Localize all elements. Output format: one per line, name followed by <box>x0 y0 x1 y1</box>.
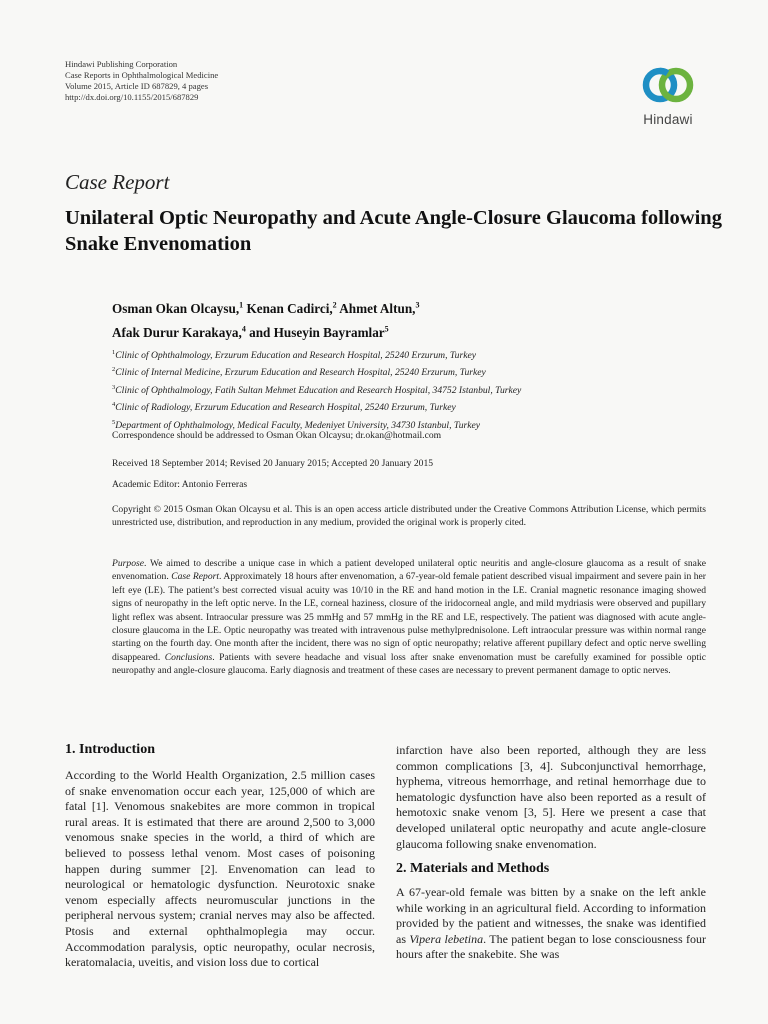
article-title: Unilateral Optic Neuropathy and Acute Angle-Closure Glaucoma following Snake Envenomation <box>65 207 722 255</box>
right-column <box>396 743 706 852</box>
doi-link[interactable]: http://dx.doi.org/10.1155/2015/687829 <box>65 92 199 102</box>
volume-info: Volume 2015, Article ID 687829, 4 pages <box>65 81 209 91</box>
methods-paragraph: A 67-year-old female was bitten by a snake on the left ankle while working in an agricultural field. According to information provided by the patient and witnesses, the snake was identified as Vipera lebetina. The patient began to lose consciousness four hours after the snakebite. She was <box>396 885 706 962</box>
academic-editor: Academic Editor: Antonio Ferreras <box>112 479 248 490</box>
intro-paragraph: According to the World Health Organization, 2.5 million cases of snake envenomation occur each year, 125,000 of which are fatal [1]. Venomous snakebites are more common in tropical rural areas. It is estimated that there are around 2,500 to 3,000 venomous snake species in the world, a third of which are believed to possess lethal venom. Most cases of poisoning happen during summer [2]. Envenomation can lead to neurological or hematologic dysfunction. Neurotoxic snake venom especially affects neuromuscular junctions in the peripheral nervous system; cranial nerves may also be affected. Ptosis and external ophthalmoplegia may occur. Accommodation paralysis, optic neuropathy, ocular necrosis, keratomalacia, uveitis, and vision loss due to cortical <box>65 768 375 970</box>
abstract <box>112 557 706 678</box>
author: Ahmet Altun,$^3$ <box>339 301 420 317</box>
publication-info <box>65 59 218 103</box>
article-dates: Received 18 September 2014; Revised 20 January 2015; Accepted 20 January 2015 <box>112 458 434 469</box>
intro-continuation: infarction have also been reported, although they are less common complications [3, 4]. Subconjunctival hemorrhage, hyphema, vitreous hemorrhage, and retinal hemorrhage due to hematologic dysfunction have also been reported as a result of hemotoxic snake venom [3, 5]. Here we present a case that developed unilateral optic neuropathy and acute angle-closure glaucoma following snake envenomation. <box>396 743 706 851</box>
affiliation: $^3$Clinic of Ophthalmology, Fatih Sultan Mehmet Education and Research Hospital, 34752 Istanbul, Turkey <box>112 383 522 397</box>
section-heading-introduction: 1. Introduction <box>65 742 155 757</box>
abstract-case-label: Case Report <box>171 571 220 583</box>
left-column <box>65 768 375 971</box>
species-name: Vipera lebetina <box>409 931 484 946</box>
logo-text: Hindawi <box>643 112 693 127</box>
author: Afak Durur Karakaya,$^4$ <box>112 324 246 340</box>
methods-column <box>396 885 706 963</box>
author-list <box>112 296 712 343</box>
affiliation: $^5$Department of Ophthalmology, Medical Faculty, Medeniyet University, 34730 Istanbul, Turkey <box>112 418 481 432</box>
affiliation: $^1$Clinic of Ophthalmology, Erzurum Education and Research Hospital, 25240 Erzurum, Turkey <box>112 349 476 362</box>
abstract-case: . Approximately 18 hours after envenomation, a 67-year-old female patient described visual impairment and severe pain in her left eye (LE). The patient’s best corrected visual acuity was 10/10 in the RE and hand motion in the LE. Cranial magnetic resonance imaging showed signs of neuropathy in the left optic nerve. In the LE, corneal haziness, closure of the iridocorneal angle, and mild mydriasis were observed and pupillary light reflex was absent. Intraocular pressure was 25 mmHg and 57 mmHg in the RE and LE, respectively. The patient was diagnosed with acute angle-closure glaucoma in the LE. Optic neuropathy was treated with intravenous pulse methylprednisolone. Left intraocular pressure was within normal range starting on the fourth day. One month after the incident, there was no sign of optic neuropathy; relative afferent pupillary defect and optic nerve swelling disappeared. <box>112 571 706 663</box>
hindawi-logo <box>634 60 702 136</box>
journal-name: Case Reports in Ophthalmological Medicine <box>65 70 219 80</box>
correspondence: Correspondence should be addressed to Osman Okan Olcaysu; dr.okan@hotmail.com <box>112 430 442 441</box>
copyright-notice: Copyright © 2015 Osman Okan Olcaysu et al. This is an open access article distributed under the Creative Commons Attribution License, which permits unrestricted use, distribution, and reproduction in any medium, provided the original work is properly cited. <box>112 504 706 529</box>
author: Osman Okan Olcaysu,$^1$ <box>112 301 244 317</box>
author: and Huseyin Bayramlar$^5$ <box>249 324 389 340</box>
affiliation: $^4$Clinic of Radiology, Erzurum Education and Research Hospital, 25240 Erzurum, Turkey <box>112 401 456 414</box>
abstract-conclusions-label: Conclusions <box>164 651 213 663</box>
abstract-conclusions: . Patients with severe headache and visual loss after snake envenomation must be carefully examined for possible optic neuropathy and angle-closure glaucoma. Early diagnosis and treatment of these cases are necessary to prevent permanent damage to optic nerves. <box>112 651 706 677</box>
section-heading-methods: 2. Materials and Methods <box>396 861 550 876</box>
hindawi-logo-icon <box>634 60 702 112</box>
abstract-purpose-label: Purpose <box>112 558 144 569</box>
article-type: Case Report <box>65 170 170 194</box>
affiliation-list <box>112 346 521 433</box>
affiliation: $^2$Clinic of Internal Medicine, Erzurum Education and Research Hospital, 25240 Erzurum, Turkey <box>112 366 486 379</box>
author: Kenan Cadirci,$^2$ <box>246 301 337 317</box>
publisher-name: Hindawi Publishing Corporation <box>65 59 178 69</box>
abstract-purpose: . We aimed to describe a unique case in which a patient developed unilateral optic neuritis and angle-closure glaucoma as a result of snake envenomation. <box>112 558 706 583</box>
